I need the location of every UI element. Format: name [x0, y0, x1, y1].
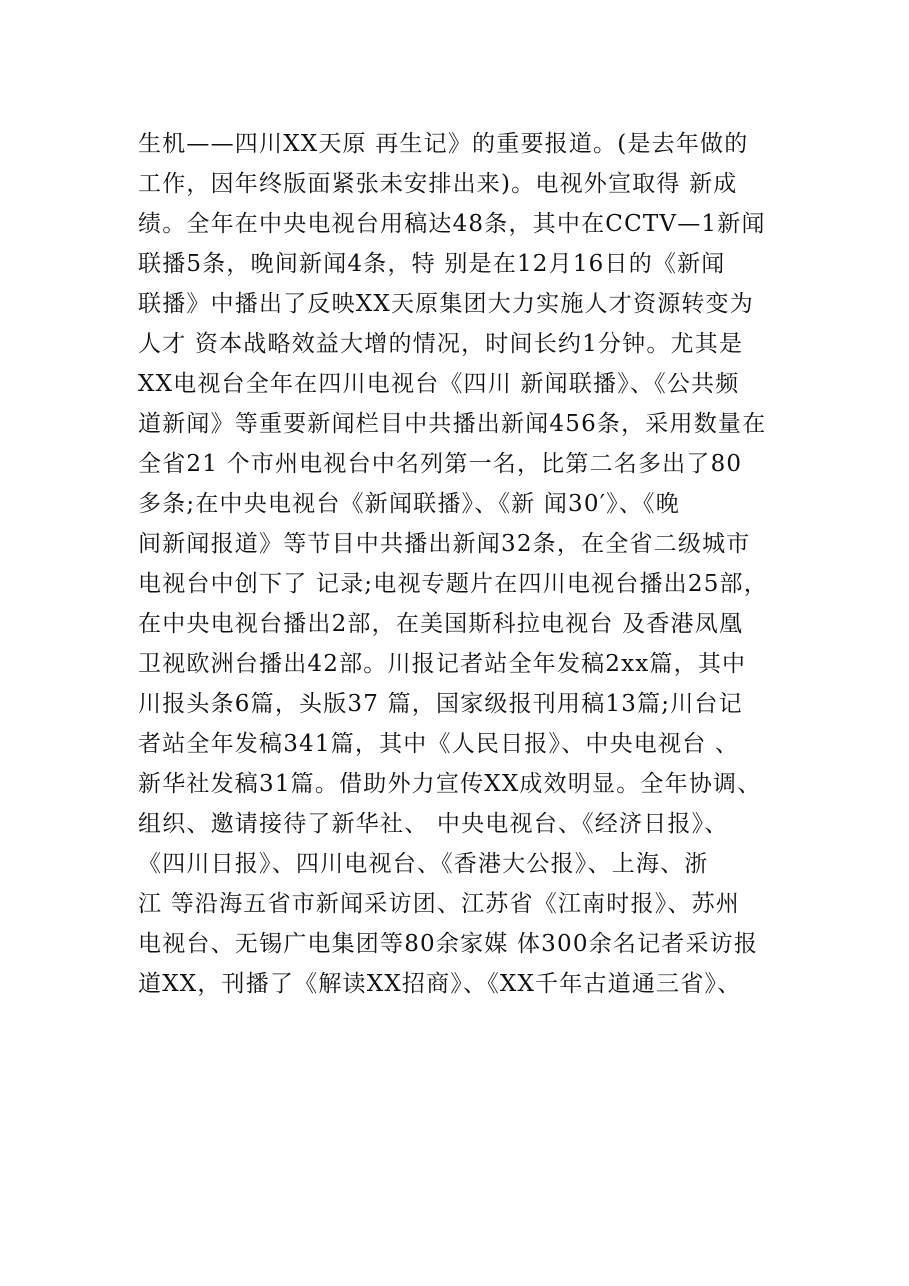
text-line: 《四川日报》、四川电视台、《香港大公报》、上海、浙 — [138, 851, 709, 877]
text-line: 在中央电视台播出2部，在美国斯科拉电视台 及香港凤凰 — [138, 611, 744, 637]
text-line: 组织、邀请接待了新华社、 中央电视台、《经济日报》、 — [138, 811, 729, 837]
body-text — [138, 124, 798, 1004]
text-line: XX电视台全年在四川电视台《四川 新闻联播》、《公共频 — [138, 371, 740, 397]
text-line: 电视台中创下了 记录;电视专题片在四川电视台播出25部， — [138, 571, 768, 597]
text-line: 人才 资本战略效益大增的情况，时间长约1分钟。尤其是 — [138, 331, 744, 357]
text-line: 全省21 个市州电视台中名列第一名，比第二名多出了80 — [138, 451, 743, 477]
text-line: 联播》中播出了反映XX天原集团大力实施人才资源转变为 — [138, 291, 754, 317]
text-line: 工作，因年终版面紧张未安排出来)。电视外宣取得 新成 — [138, 171, 738, 197]
text-line: 江 等沿海五省市新闻采访团、江苏省《江南时报》、苏州 — [138, 891, 741, 917]
text-line: 道新闻》等重要新闻栏目中共播出新闻456条，采用数量在 — [138, 411, 767, 437]
text-line: 间新闻报道》等节目中共播出新闻32条，在全省二级城市 — [138, 531, 751, 557]
text-line: 者站全年发稿341篇，其中《人民日报》、中央电视台 、 — [138, 731, 740, 757]
text-line: 新华社发稿31篇。借助外力宣传XX成效明显。全年协调、 — [138, 771, 762, 797]
text-line: 生机——四川XX天原 再生记》的重要报道。(是去年做的 — [138, 131, 749, 157]
text-line: 道XX，刊播了《解读XX招商》、《XX千年古道通三省》、 — [138, 971, 742, 997]
text-line: 川报头条6篇，头版37 篇，国家级报刊用稿13篇;川台记 — [138, 691, 743, 717]
text-line: 电视台、无锡广电集团等80余家媒 体300余名记者采访报 — [138, 931, 759, 957]
text-line: 绩。全年在中央电视台用稿达48条，其中在CCTV—1新闻 — [138, 211, 766, 237]
text-line: 联播5条，晚间新闻4条，特 别是在12月16日的《新闻 — [138, 251, 726, 277]
text-line: 多条;在中央电视台《新闻联播》、《新 闻30′》、《晚 — [138, 491, 680, 517]
text-line: 卫视欧洲台播出42部。川报记者站全年发稿2xx篇，其中 — [138, 651, 747, 677]
